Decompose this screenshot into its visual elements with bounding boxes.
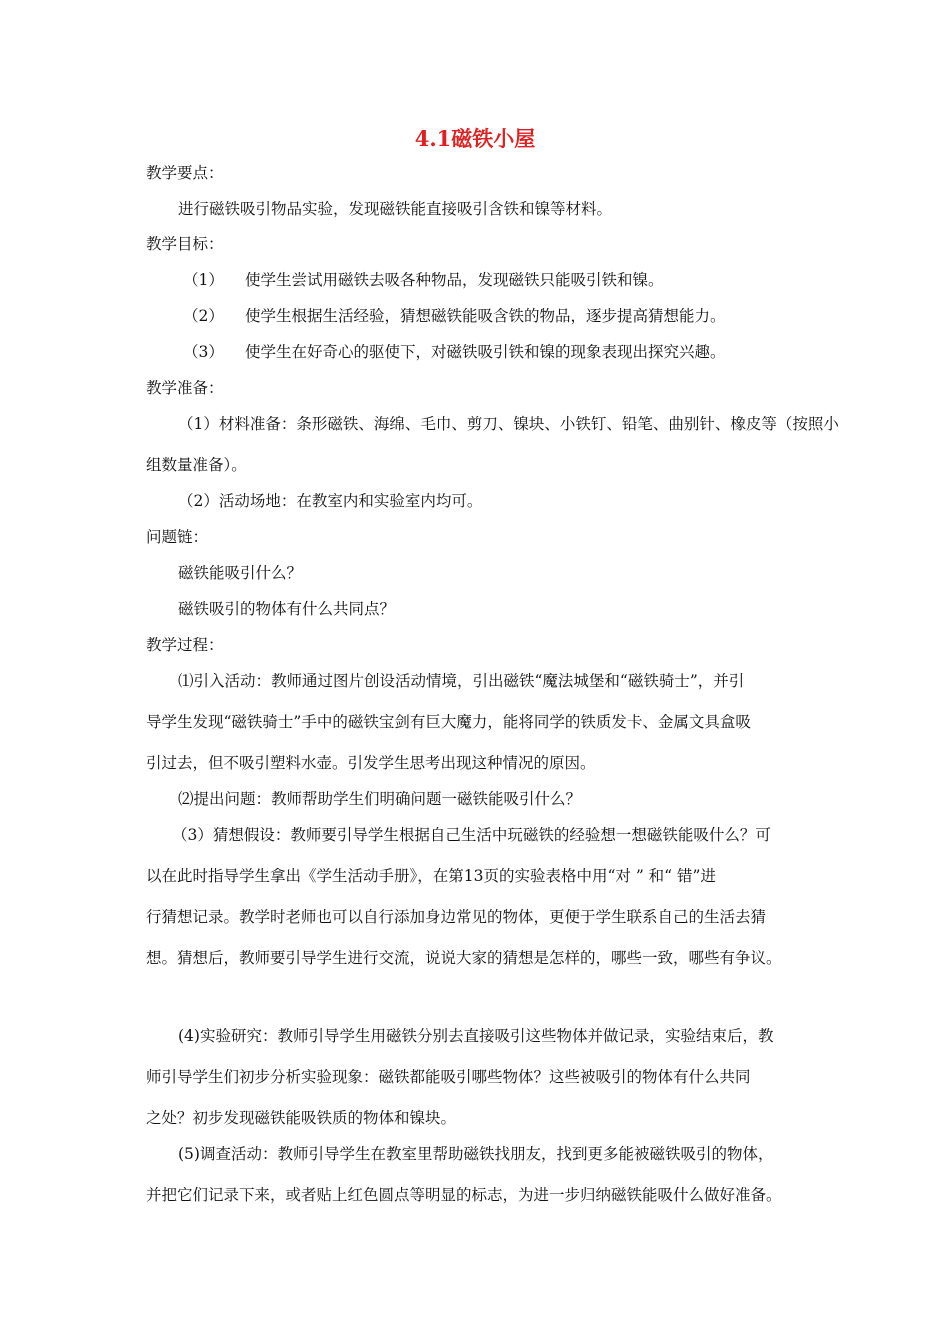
process-step-3-line: 行猜想记录。教学时老师也可以自行添加身边常见的物体，更便于学生联系自己的生活去猜 xyxy=(146,908,767,926)
objective-number: （3） xyxy=(183,343,224,361)
process-step-3-line: 想。猜想后，教师要引导学生进行交流，说说大家的猜想是怎样的，哪些一致，哪些有争议。 xyxy=(146,949,782,967)
objective-text: 使学生在好奇心的驱使下，对磁铁吸引铁和镍的现象表现出探究兴趣。 xyxy=(245,343,726,361)
objective-number: （1） xyxy=(183,271,224,289)
preparation-heading: 教学准备： xyxy=(146,379,224,397)
question-item: 磁铁能吸引什么？ xyxy=(178,564,303,582)
process-step-4-line: 之处？初步发现磁铁能吸铁质的物体和镍块。 xyxy=(146,1109,457,1127)
objectives-heading: 教学目标： xyxy=(146,235,224,253)
process-step-2-line: ⑵提出问题：教师帮助学生们明确问题一磁铁能吸引什么？ xyxy=(178,790,582,808)
process-step-3-line: （3）猜想假设：教师要引导学生根据自己生活中玩磁铁的经验想一想磁铁能吸什么？可 xyxy=(172,826,771,844)
objective-item xyxy=(183,305,726,327)
process-heading: 教学过程： xyxy=(146,636,224,654)
questions-heading: 问题链： xyxy=(146,528,209,546)
objective-text: 使学生根据生活经验，猜想磁铁能吸含铁的物品，逐步提高猜想能力。 xyxy=(245,307,726,325)
process-step-4-line: 师引导学生们初步分析实验现象：磁铁都能吸引哪些物体？这些被吸引的物体有什么共同 xyxy=(146,1068,751,1086)
key-points-heading: 教学要点： xyxy=(146,164,224,182)
objective-text: 使学生尝试用磁铁去吸各种物品，发现磁铁只能吸引铁和镍。 xyxy=(245,271,664,289)
process-step-1-line: ⑴引入活动：教师通过图片创设活动情境，引出磁铁“魔法城堡和“磁铁骑士”，并引 xyxy=(178,672,745,690)
objective-item xyxy=(183,341,726,363)
objective-number: （2） xyxy=(183,307,224,325)
process-step-5-line: 并把它们记录下来，或者贴上红色圆点等明显的标志，为进一步归纳磁铁能吸什么做好准备。 xyxy=(146,1186,782,1204)
process-step-3-line: 以在此时指导学生拿出《学生活动手册》，在第13页的实验表格中用“对 ” 和“ 错”进 xyxy=(146,867,716,885)
materials-line: （1）材料准备：条形磁铁、海绵、毛巾、剪刀、镍块、小铁钉、铅笔、曲别针、橡皮等（按照小 xyxy=(178,415,839,433)
process-step-1-line: 导学生发现“磁铁骑士”手中的磁铁宝剑有巨大魔力，能将同学的铁质发卡、金属文具盒吸 xyxy=(146,713,751,731)
objective-item xyxy=(183,269,664,291)
process-step-1-line: 引过去，但不吸引塑料水壶。引发学生思考出现这种情况的原因。 xyxy=(146,754,596,772)
question-item: 磁铁吸引的物体有什么共同点？ xyxy=(178,600,396,618)
process-step-5-line: (5)调查活动：教师引导学生在教室里帮助磁铁找朋友，找到更多能被磁铁吸引的物体， xyxy=(178,1145,774,1163)
venue-line: （2）活动场地：在教室内和实验室内均可。 xyxy=(178,492,483,510)
document-title: 4.1磁铁小屋 xyxy=(414,126,536,151)
process-step-4-line: (4)实验研究：教师引导学生用磁铁分别去直接吸引这些物体并做记录，实验结束后，教 xyxy=(178,1027,774,1045)
materials-line: 组数量准备）。 xyxy=(146,456,247,474)
key-points-text: 进行磁铁吸引物品实验，发现磁铁能直接吸引含铁和镍等材料。 xyxy=(178,200,613,218)
